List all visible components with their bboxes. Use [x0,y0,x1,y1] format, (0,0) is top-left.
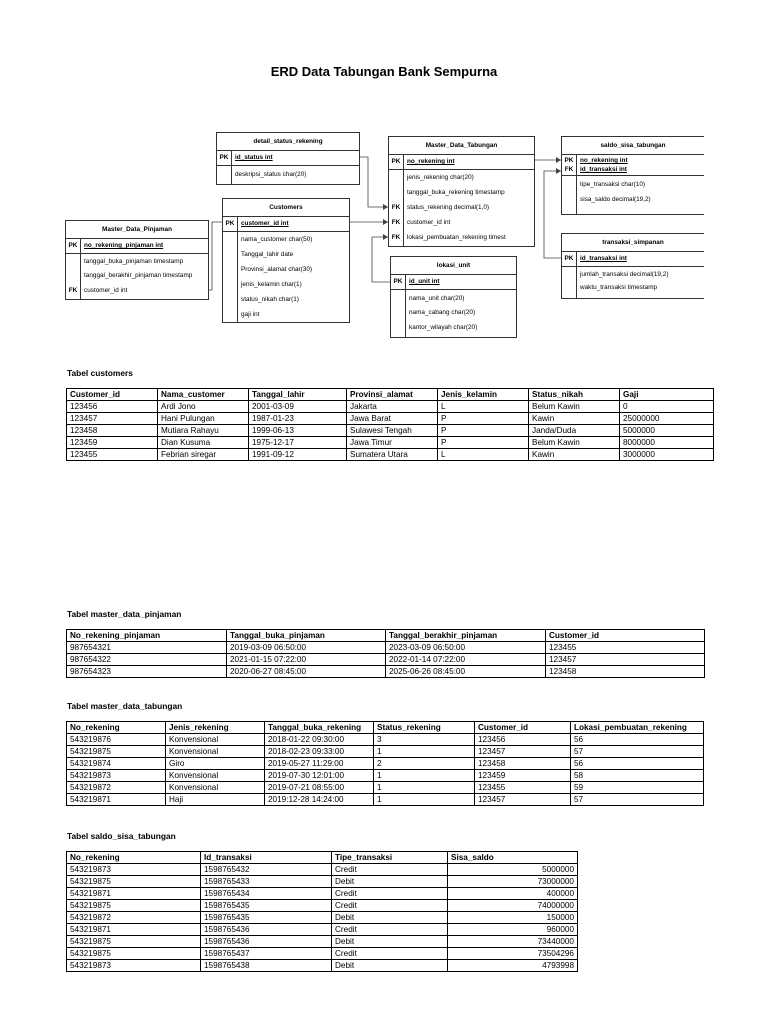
table-cell: 58 [571,770,704,782]
table-cell: Jakarta [347,401,438,413]
table-cell: 543219873 [67,960,201,972]
pk-label: PK [391,158,401,165]
key-label: FK [68,287,78,294]
pk-field: id_status int [235,154,273,161]
table-cell: 5000000 [620,425,714,437]
table-row [67,654,705,666]
field: customer_id int [84,287,128,294]
table-cell: 1987-01-23 [249,413,347,425]
column-header: Lokasi_pembuatan_rekening [571,722,704,734]
entity-saldo-sisa-tabungan [561,136,704,215]
table-cell: 56 [571,758,704,770]
connector-status [358,157,388,207]
table-cell: 2023-03-09 06:50:00 [386,642,546,654]
table-header-row [67,722,704,734]
table-saldo-sisa-tabungan [66,851,578,972]
table-row [67,758,704,770]
table-cell: 25000000 [620,413,714,425]
table-cell: 150000 [448,912,578,924]
table-cell: Konvensional [166,770,265,782]
table-cell: 543219871 [67,924,201,936]
table-cell: 1598765437 [201,948,332,960]
table-cell: 2025-06-26 08:45:00 [386,666,546,678]
table-cell: 1 [374,770,475,782]
key-label: FK [391,219,401,226]
connector-customer-pinjaman [207,222,222,290]
table-cell: 2001-03-09 [249,401,347,413]
table-cell: 2019:12-28 14:24:00 [265,794,374,806]
field: tipe_transaksi char(10) [580,181,646,188]
column-header: No_rekening [67,722,166,734]
table-cell: Konvensional [166,782,265,794]
table-cell: 2019-07-30 12:01:00 [265,770,374,782]
table-cell: 2019-05-27 11:29:00 [265,758,374,770]
table-row [67,401,714,413]
field: status_nikah char(1) [241,296,299,303]
table-row [67,924,578,936]
entity-name: transaksi_simpanan [562,234,704,252]
table-cell: 543219872 [67,912,201,924]
pk-label: PK [68,242,78,249]
key-label: FK [391,234,401,241]
table-cell: 987654321 [67,642,227,654]
field: jumlah_transaksi decimal(19,2) [580,271,669,278]
table-cell: Credit [332,900,448,912]
table-cell: 543219875 [67,948,201,960]
table-cell: 543219875 [67,876,201,888]
field: lokasi_pembuatan_rekening timest [407,234,506,241]
table-cell: Belum Kawin [529,401,620,413]
table-cell: 123458 [546,666,705,678]
table-cell: 543219875 [67,936,201,948]
table-cell: 2018-02-23 09:33:00 [265,746,374,758]
field: customer_id int [407,219,451,226]
column-header: Customer_id [546,630,705,642]
table-cell: 987654322 [67,654,227,666]
table-cell: 56 [571,734,704,746]
column-header: Status_nikah [529,389,620,401]
pk-label: PK [219,154,229,161]
table-row [67,794,704,806]
table-cell: 960000 [448,924,578,936]
table-row [67,666,705,678]
table-cell: L [438,401,529,413]
table-row [67,912,578,924]
table-cell: Ardi Jono [158,401,249,413]
entity-name: Master_Data_Tabungan [389,137,534,155]
table-cell: P [438,413,529,425]
table-cell: Konvensional [166,746,265,758]
pk-field: id_transaksi int [580,166,627,173]
entity-name: saldo_sisa_tabungan [562,137,704,155]
column-header: No_rekening [67,852,201,864]
entity-name: Master_Data_Pinjaman [66,221,208,239]
field: Provinsi_alamat char(30) [241,266,313,273]
table-cell: Debit [332,960,448,972]
table-cell: 4793998 [448,960,578,972]
table-cell: 1598765433 [201,876,332,888]
field: nama_unit char(20) [409,295,465,302]
field: jenis_rekening char(20) [407,174,474,181]
table-cell: 123458 [67,425,158,437]
table-row [67,864,578,876]
table-cell: Febrian siregar [158,449,249,461]
table-cell: 400000 [448,888,578,900]
table-cell: 3 [374,734,475,746]
table-cell: 1598765435 [201,900,332,912]
table-cell: Debit [332,876,448,888]
page-title: ERD Data Tabungan Bank Sempurna [270,64,498,79]
table-row [67,437,714,449]
table-cell: 74000000 [448,900,578,912]
table-cell: Credit [332,864,448,876]
entity-name: lokasi_unit [391,257,516,275]
table-cell: 1598765436 [201,924,332,936]
table-cell: 2021-01-15 07:22:00 [227,654,386,666]
column-header: Tanggal_berakhir_pinjaman [386,630,546,642]
table-cell: 1975-12-17 [249,437,347,449]
entity-name: detail_status_rekening [217,133,359,151]
table-cell: 1598765436 [201,936,332,948]
table-cell: 543219876 [67,734,166,746]
pk-label: PK [393,278,403,285]
table-row [67,642,705,654]
pk-field: no_rekening_pinjaman int [84,242,164,249]
table-cell: Konvensional [166,734,265,746]
table-header-row [67,389,714,401]
table-cell: 3000000 [620,449,714,461]
table-cell: 2019-07-21 08:55:00 [265,782,374,794]
field: waktu_transaksi timestamp [580,284,658,291]
table-cell: 1999-06-13 [249,425,347,437]
table-cell: 123457 [546,654,705,666]
table-cell: 2 [374,758,475,770]
table-row [67,413,714,425]
table-cell: Kawin [529,413,620,425]
column-header: Status_rekening [374,722,475,734]
table-header-row [67,630,705,642]
column-header: Sisa_saldo [448,852,578,864]
table-row [67,948,578,960]
table-cell: 2022-01-14 07:22:00 [386,654,546,666]
table-cell: 59 [571,782,704,794]
table-cell: 543219873 [67,770,166,782]
column-header: Gaji [620,389,714,401]
table-row [67,960,578,972]
table-cell: 543219872 [67,782,166,794]
key-label: PK [564,157,574,164]
field: sisa_saldo decimal(19,2) [580,196,651,203]
table-cell: P [438,425,529,437]
table-cell: Hani Pulungan [158,413,249,425]
table-cell: 1598765438 [201,960,332,972]
table-cell: 123459 [475,770,571,782]
section-title-master-data-pinjaman: Tabel master_data_pinjaman [67,609,182,619]
table-cell: 1598765434 [201,888,332,900]
table-cell: 1 [374,794,475,806]
table-cell: L [438,449,529,461]
table-cell: Sumatera Utara [347,449,438,461]
table-row [67,770,704,782]
table-cell: Credit [332,948,448,960]
table-cell: Credit [332,888,448,900]
table-customers [66,388,714,461]
pk-label: PK [564,255,574,262]
table-cell: 1598765432 [201,864,332,876]
table-cell: 1991-09-12 [249,449,347,461]
table-cell: 123459 [67,437,158,449]
table-cell: 543219871 [67,794,166,806]
entity-detail-status-rekening [216,132,360,185]
column-header: Customer_id [475,722,571,734]
table-cell: Haji [166,794,265,806]
section-title-customers: Tabel customers [67,368,133,378]
pk-field: customer_id int [241,220,289,227]
field: nama_customer char(50) [241,236,313,243]
table-cell: Jawa Barat [347,413,438,425]
pk-label: PK [225,220,235,227]
entity-name: Customers [223,199,349,217]
table-cell: 123457 [475,794,571,806]
erd-diagram [0,0,768,340]
table-cell: 8000000 [620,437,714,449]
table-cell: Mutiara Rahayu [158,425,249,437]
table-cell: 123458 [475,758,571,770]
table-header-row [67,852,578,864]
field: tanggal_berakhir_pinjaman timestamp [84,272,193,279]
table-cell: Credit [332,924,448,936]
key-label: FK [391,204,401,211]
table-cell: 73504296 [448,948,578,960]
column-header: Tanggal_buka_pinjaman [227,630,386,642]
table-cell: 543219875 [67,746,166,758]
table-cell: 123455 [546,642,705,654]
table-row [67,782,704,794]
table-row [67,746,704,758]
table-cell: 1598765435 [201,912,332,924]
table-cell: Debit [332,912,448,924]
table-cell: Sulawesi Tengah [347,425,438,437]
table-row [67,876,578,888]
field: tanggal_buka_rekening timestamp [407,189,505,196]
table-cell: 123456 [475,734,571,746]
column-header: Id_transaksi [201,852,332,864]
table-cell: 987654323 [67,666,227,678]
table-cell: Janda/Duda [529,425,620,437]
entity-master-data-tabungan [388,136,535,247]
table-cell: 0 [620,401,714,413]
pk-field: id_unit int [409,278,440,285]
table-cell: 543219875 [67,900,201,912]
table-cell: 57 [571,746,704,758]
table-master-data-pinjaman [66,629,705,678]
table-cell: 123457 [67,413,158,425]
table-cell: P [438,437,529,449]
table-row [67,734,704,746]
table-cell: 2020-06-27 08:45:00 [227,666,386,678]
field: tanggal_buka_pinjaman timestamp [84,258,184,265]
table-cell: Kawin [529,449,620,461]
column-header: Provinsi_alamat [347,389,438,401]
table-cell: 1 [374,782,475,794]
table-cell: 73000000 [448,876,578,888]
field: kantor_wilayah char(20) [409,324,478,331]
table-cell: 123455 [475,782,571,794]
column-header: Tipe_transaksi [332,852,448,864]
column-header: Nama_customer [158,389,249,401]
table-cell: 543219873 [67,864,201,876]
table-cell: 543219874 [67,758,166,770]
field: nama_cabang char(20) [409,309,476,316]
table-cell: 73440000 [448,936,578,948]
table-cell: Jawa Timur [347,437,438,449]
table-master-data-tabungan [66,721,704,806]
column-header: No_rekening_pinjaman [67,630,227,642]
entity-master-data-pinjaman [65,220,209,300]
field: deskripsi_status char(20) [235,171,307,178]
table-cell: Belum Kawin [529,437,620,449]
column-header: Jenis_kelamin [438,389,529,401]
section-title-saldo-sisa-tabungan: Tabel saldo_sisa_tabungan [67,831,176,841]
table-cell: 123457 [475,746,571,758]
section-title-master-data-tabungan: Tabel master_data_tabungan [67,701,183,711]
table-row [67,449,714,461]
field: gaji int [241,311,260,318]
connector-transaksi [544,171,561,258]
table-cell: 123456 [67,401,158,413]
table-cell: 123455 [67,449,158,461]
entity-lokasi-unit [390,256,517,338]
table-cell: 57 [571,794,704,806]
table-row [67,425,714,437]
key-label: FK [564,166,574,173]
entity-customers [222,198,350,323]
table-cell: Dian Kusuma [158,437,249,449]
pk-field: no_rekening int [407,158,455,165]
column-header: Tanggal_lahir [249,389,347,401]
table-row [67,888,578,900]
table-cell: 1 [374,746,475,758]
table-row [67,936,578,948]
table-cell: Giro [166,758,265,770]
field: jenis_kelamin char(1) [241,281,302,288]
table-cell: Debit [332,936,448,948]
table-cell: 2019-03-09 06:50:00 [227,642,386,654]
column-header: Tanggal_buka_rekening [265,722,374,734]
pk-field: id_transaksi int [580,255,627,262]
table-cell: 5000000 [448,864,578,876]
field: status_rekening decimal(1,0) [407,204,490,211]
field: Tanggal_lahir date [241,251,294,258]
table-cell: 543219871 [67,888,201,900]
table-cell: 2018-01-22 09:30:00 [265,734,374,746]
column-header: Customer_id [67,389,158,401]
column-header: Jenis_rekening [166,722,265,734]
pk-field: no_rekening int [580,157,628,164]
entity-transaksi-simpanan [561,233,704,299]
table-row [67,900,578,912]
